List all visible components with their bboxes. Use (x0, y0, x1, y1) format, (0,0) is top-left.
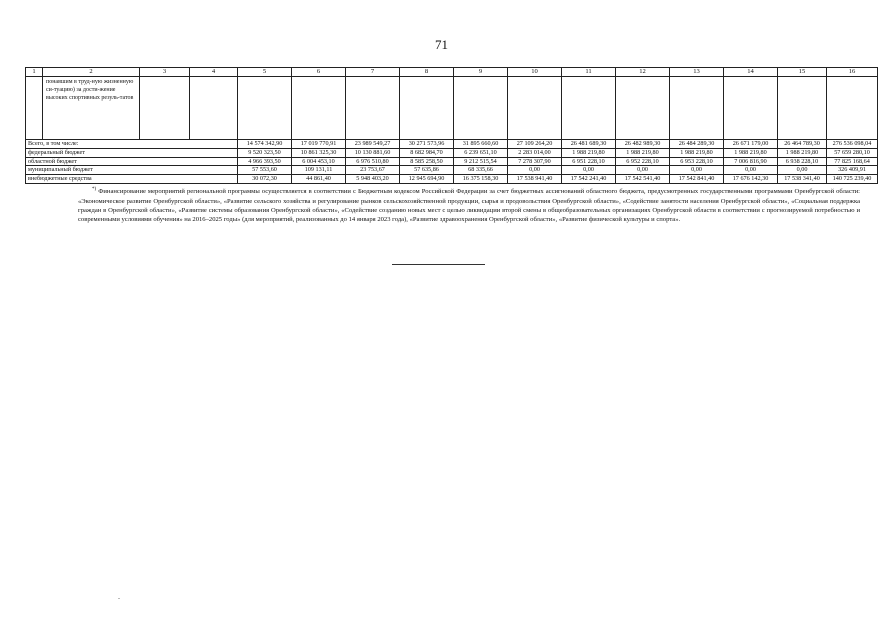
column-number-row (26, 68, 878, 77)
column-number-cell: 6 (292, 68, 346, 77)
value-cell: 12 945 694,90 (400, 175, 454, 184)
value-cell: 9 520 323,50 (238, 148, 292, 157)
value-cell: 30 072,30 (238, 175, 292, 184)
value-cell: 44 861,40 (292, 175, 346, 184)
row-label: внебюджетные средства (26, 175, 238, 184)
footnote-text: Финансирование мероприятий региональной программы осуществляется в соответствии с Бюджетным кодексом Российской Федерации за счет бюджетных ассигнований областного бюджета, предусмотренных государственными программами Оренбургской области: «Экономическое развитие Оренбургской области», «Развитие сельского хозяйства и регулирование рынков сельскохозяйственной продукции, сырья и продовольствия Оренбургской области», «Содействие занятости населения Оренбургской области», «Социальная поддержка граждан в Оренбургской области», «Развитие системы образования Оренбургской области», «Содействие созданию новых мест с целью ликвидации второй смены в общеобразовательных организациях Оренбургской области в соответствии с прогнозируемой потребностью и современными условиями обучения» на 2016–2025 годы» (для мероприятий, реализованных до 14 января 2023 года), «Развитие здравоохранения Оренбургской области», «Развитие физической культуры и спорта». (78, 188, 860, 224)
column-number-cell: 7 (346, 68, 400, 77)
value-cell: 26 464 789,30 (778, 140, 827, 149)
column-number-cell: 13 (670, 68, 724, 77)
table-row (26, 148, 878, 157)
value-cell: 1 988 219,80 (616, 148, 670, 157)
value-cell: 1 988 219,80 (670, 148, 724, 157)
value-cell: 276 536 098,04 (827, 140, 878, 149)
value-cell: 9 212 515,54 (454, 157, 508, 166)
empty-cell (238, 77, 292, 140)
value-cell: 6 976 510,80 (346, 157, 400, 166)
value-cell: 0,00 (616, 166, 670, 175)
value-cell: 1 988 219,80 (778, 148, 827, 157)
value-cell: 23 989 549,27 (346, 140, 400, 149)
value-cell: 26 482 989,30 (616, 140, 670, 149)
empty-cell (292, 77, 346, 140)
value-cell: 6 951 228,10 (562, 157, 616, 166)
empty-cell (454, 77, 508, 140)
column-number-cell: 1 (26, 68, 43, 77)
value-cell: 326 409,91 (827, 166, 878, 175)
value-cell: 10 861 325,30 (292, 148, 346, 157)
column-number-cell: 5 (238, 68, 292, 77)
value-cell: 17 542 841,40 (670, 175, 724, 184)
scan-speck (118, 598, 120, 599)
empty-cell (778, 77, 827, 140)
empty-cell (26, 77, 43, 140)
empty-cell (670, 77, 724, 140)
value-cell: 7 006 816,90 (724, 157, 778, 166)
value-cell: 0,00 (724, 166, 778, 175)
row-label: федеральный бюджет (26, 148, 238, 157)
empty-cell (400, 77, 454, 140)
column-number-cell: 14 (724, 68, 778, 77)
value-cell: 1 988 219,80 (724, 148, 778, 157)
value-cell: 2 283 014,00 (508, 148, 562, 157)
empty-cell (190, 77, 238, 140)
value-cell: 17 542 241,40 (562, 175, 616, 184)
column-number-cell: 10 (508, 68, 562, 77)
description-row (26, 77, 878, 140)
empty-cell (724, 77, 778, 140)
table-row (26, 166, 878, 175)
value-cell: 77 825 168,64 (827, 157, 878, 166)
value-cell: 0,00 (562, 166, 616, 175)
value-cell: 17 676 142,30 (724, 175, 778, 184)
value-cell: 6 953 228,10 (670, 157, 724, 166)
column-number-cell: 11 (562, 68, 616, 77)
value-cell: 4 966 393,50 (238, 157, 292, 166)
empty-cell (140, 77, 190, 140)
table-row (26, 175, 878, 184)
row-label: муниципальный бюджет (26, 166, 238, 175)
empty-cell (827, 77, 878, 140)
table-row (26, 140, 878, 149)
value-cell: 6 952 228,10 (616, 157, 670, 166)
column-number-cell: 9 (454, 68, 508, 77)
value-cell: 109 131,11 (292, 166, 346, 175)
value-cell: 68 335,66 (454, 166, 508, 175)
empty-cell (346, 77, 400, 140)
column-number-cell: 15 (778, 68, 827, 77)
column-number-cell: 2 (43, 68, 140, 77)
footnote-marker: *) (92, 187, 97, 192)
value-cell: 8 585 258,50 (400, 157, 454, 166)
column-number-cell: 4 (190, 68, 238, 77)
table-row (26, 157, 878, 166)
column-number-cell: 16 (827, 68, 878, 77)
footnote (78, 186, 860, 225)
value-cell: 1 988 219,80 (562, 148, 616, 157)
value-cell: 26 484 289,30 (670, 140, 724, 149)
value-cell: 14 574 342,90 (238, 140, 292, 149)
value-cell: 26 671 179,00 (724, 140, 778, 149)
column-number-cell: 12 (616, 68, 670, 77)
separator-line (392, 264, 485, 265)
value-cell: 57 553,60 (238, 166, 292, 175)
value-cell: 26 481 689,30 (562, 140, 616, 149)
value-cell: 17 542 541,40 (616, 175, 670, 184)
description-cell: понавшим в труд-ную жизненную си-туацию) за дости-жение высоких спортивных резуль-татов (43, 77, 140, 140)
row-label: областной бюджет (26, 157, 238, 166)
empty-cell (616, 77, 670, 140)
value-cell: 0,00 (670, 166, 724, 175)
value-cell: 23 753,67 (346, 166, 400, 175)
value-cell: 16 375 158,30 (454, 175, 508, 184)
value-cell: 7 278 307,90 (508, 157, 562, 166)
value-cell: 31 895 660,60 (454, 140, 508, 149)
value-cell: 17 019 770,91 (292, 140, 346, 149)
value-cell: 10 130 881,60 (346, 148, 400, 157)
value-cell: 57 659 280,10 (827, 148, 878, 157)
value-cell: 30 271 573,96 (400, 140, 454, 149)
column-number-cell: 8 (400, 68, 454, 77)
value-cell: 6 239 651,10 (454, 148, 508, 157)
value-cell: 6 938 228,10 (778, 157, 827, 166)
value-cell: 17 538 941,40 (508, 175, 562, 184)
page-number: 71 (435, 37, 448, 52)
value-cell: 17 538 341,40 (778, 175, 827, 184)
column-number-cell: 3 (140, 68, 190, 77)
value-cell: 0,00 (508, 166, 562, 175)
row-label: Всего, в том числе: (26, 140, 238, 149)
value-cell: 6 004 453,10 (292, 157, 346, 166)
value-cell: 27 109 264,20 (508, 140, 562, 149)
empty-cell (562, 77, 616, 140)
budget-table (25, 67, 878, 184)
value-cell: 0,00 (778, 166, 827, 175)
value-cell: 5 948 403,20 (346, 175, 400, 184)
value-cell: 8 682 984,70 (400, 148, 454, 157)
value-cell: 140 725 239,40 (827, 175, 878, 184)
empty-cell (508, 77, 562, 140)
value-cell: 57 635,86 (400, 166, 454, 175)
